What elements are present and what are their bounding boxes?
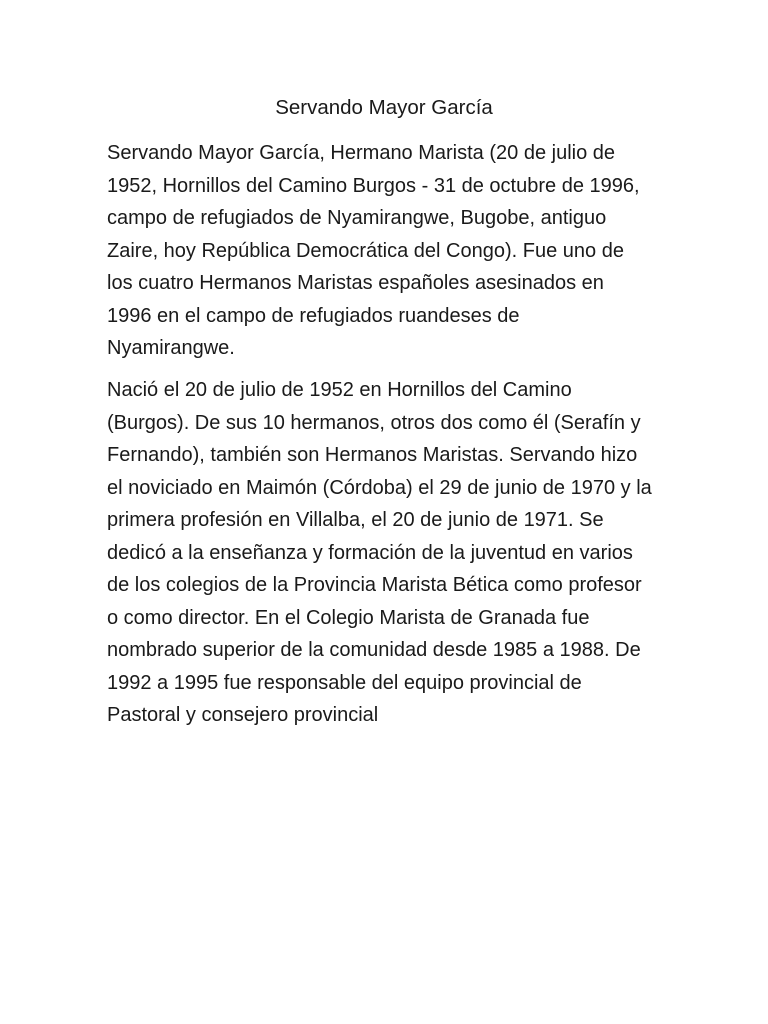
paragraph-biography: Nació el 20 de julio de 1952 en Hornillos del Camino (Burgos). De sus 10 hermanos, otros dos como él (Serafín y Fernando), también son Hermanos Maristas. Servando hizo el noviciado en Maimón (Córdoba) el 29 de junio de 1970 y la primera profesión en Villalba, el 20 de junio de 1971. Se dedicó a la enseñanza y formación de la juventud en varios de los colegios de la Provincia Marista Bética como profesor o como director. En el Colegio Marista de Granada fue nombrado superior de la comunidad desde 1985 a 1988. De 1992 a 1995 fue responsable del equipo provincial de Pastoral y consejero provincial [107, 379, 652, 726]
paragraph-intro: Servando Mayor García, Hermano Marista (20 de julio de 1952, Hornillos del Camino Burgos - 31 de octubre de 1996, campo de refugiados de Nyamirangwe, Bugobe, antiguo Zaire, hoy República Democrática del Congo). Fue uno de los cuatro Hermanos Maristas españoles asesinados en 1996 en el campo de refugiados ruandeses de Nyamirangwe. [107, 142, 640, 359]
document-title: Servando Mayor García [275, 96, 493, 119]
